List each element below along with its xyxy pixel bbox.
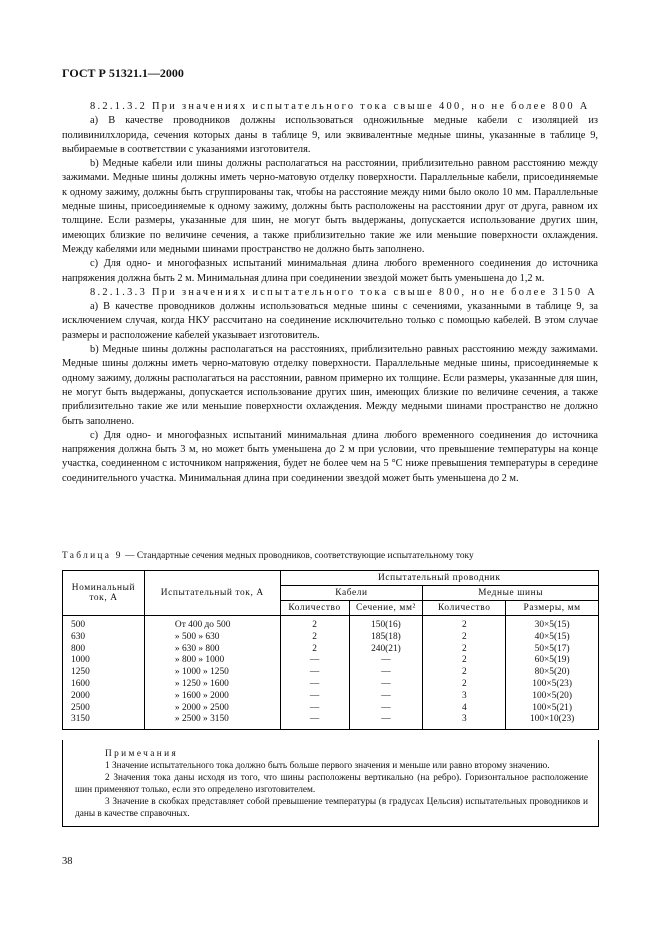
note-1: 1 Значение испытательного тока должно быть больше первого значения и меньше или равно второму значению.	[105, 761, 550, 772]
cable-section-cell: —	[349, 655, 423, 667]
notes-title: Примечания	[105, 749, 179, 759]
header-cable-quantity: Количество	[280, 601, 349, 616]
main-text	[62, 100, 598, 486]
table-row	[63, 679, 599, 691]
busbar-quantity-cell: 2	[423, 679, 506, 691]
section-8-2-1-3-2-title: 8.2.1.3.2 При значениях испытательного тока свыше 400, но не более 800 А	[90, 101, 590, 112]
busbar-size-cell: 100×5(23)	[506, 679, 599, 691]
header-busbar-quantity: Количество	[423, 601, 506, 616]
header-cable-section: Сечение, мм²	[349, 601, 423, 616]
busbar-quantity-cell: 2	[423, 632, 506, 644]
busbar-quantity-cell: 2	[423, 616, 506, 632]
test-current-cell: » 2500 » 3150	[144, 714, 280, 729]
table-caption-label: Таблица 9	[62, 551, 123, 561]
busbar-size-cell: 100×5(21)	[506, 703, 599, 715]
test-current-cell: » 1000 » 1250	[144, 667, 280, 679]
nominal-current-cell: 3150	[63, 714, 145, 729]
busbar-size-cell: 80×5(20)	[506, 667, 599, 679]
section-8-2-1-3-3-item-b: b) Медные шины должны располагаться на расстояниях, приблизительно равных расстоянию между зажимами. Медные шины должны иметь черно-матовую отделку поверхности. Параллельные медные шины, присоединяемые к одному зажиму, должны располагаться на расстоянии, равном примерно их толщине. Если размеры, указанные для шин, не могут быть выдержаны, допускается использование других шин, имеющих близкие по величине сечения, а также приблизительно такие же или меньшие поверхности охлаждения. Между медными шинами пространство не должно быть заполнено.	[62, 344, 598, 427]
cable-quantity-cell: —	[280, 667, 349, 679]
table-row	[63, 714, 599, 729]
table-caption	[62, 551, 602, 561]
header-nominal-current: Номинальный ток, А	[63, 571, 145, 616]
cable-section-cell: —	[349, 691, 423, 703]
test-current-cell: » 1600 » 2000	[144, 691, 280, 703]
nominal-current-cell: 800	[63, 644, 145, 656]
cable-section-cell: —	[349, 679, 423, 691]
test-current-cell: » 500 » 630	[144, 632, 280, 644]
header-busbar-size: Размеры, мм	[506, 601, 599, 616]
test-current-cell: » 1250 » 1600	[144, 679, 280, 691]
test-current-cell: От 400 до 500	[144, 616, 280, 632]
section-8-2-1-3-2-item-c: с) Для одно- и многофазных испытаний минимальная длина любого временного соединения до источника напряжения должна быть 2 м. Минимальная длина при соединении звездой может быть уменьшена до 1,2 м.	[62, 258, 598, 284]
header-test-current: Испытательный ток, А	[144, 571, 280, 616]
section-8-2-1-3-3-item-c: с) Для одно- и многофазных испытаний минимальная длина любого временного соединения до источника напряжения должна быть 3 м, но может быть уменьшена до 2 м при условии, что превышение температуры на конце участка, соединенном с источником напряжения, будет не более чем на 5 °С ниже превышения температуры в середине соединительного участка. Минимальная длина при соединении звездой может быть уменьшена до 2 м.	[62, 429, 598, 484]
table-row	[63, 632, 599, 644]
cable-section-cell: —	[349, 667, 423, 679]
table-notes	[62, 740, 599, 827]
conductor-table	[62, 570, 599, 730]
table-row	[63, 655, 599, 667]
busbar-size-cell: 30×5(15)	[506, 616, 599, 632]
nominal-current-cell: 2500	[63, 703, 145, 715]
table-row	[63, 703, 599, 715]
section-8-2-1-3-2-item-a: а) В качестве проводников должны использоваться одножильные медные кабели с изоляцией из поливинилхлорида, сечения которых даны в таблице 9, или эквивалентные медные шины, указанные в таблице 9, выбираемые в соответствии с указаниями изготовителя.	[62, 115, 598, 155]
table-row	[63, 616, 599, 632]
busbar-quantity-cell: 3	[423, 691, 506, 703]
cable-section-cell: 240(21)	[349, 644, 423, 656]
note-3: 3 Значение в скобках представляет собой превышение температуры (в градусах Цельсия) испытательных проводников и даны в качестве справочных.	[75, 797, 588, 820]
header-cables: Кабели	[280, 586, 423, 601]
busbar-size-cell: 60×5(19)	[506, 655, 599, 667]
busbar-quantity-cell: 3	[423, 714, 506, 729]
cable-quantity-cell: —	[280, 714, 349, 729]
busbar-size-cell: 50×5(17)	[506, 644, 599, 656]
table-body	[63, 616, 599, 730]
document-header: ГОСТ Р 51321.1—2000	[62, 66, 184, 80]
cable-section-cell: —	[349, 714, 423, 729]
cable-quantity-cell: 2	[280, 644, 349, 656]
section-8-2-1-3-2-item-b: b) Медные кабели или шины должны располагаться на расстоянии, приблизительно равном расстоянию между зажимами. Медные шины должны иметь черно-матовую отделку поверхности. Параллельные кабели, присоединяемые к одному зажиму, должны быть сгруппированы так, чтобы на расстояние между ними было около 10 мм. Параллельные медные шины, присоединяемые к одному зажиму, должны быть расположены на расстоянии друг от друга, равном их толщине. Если размеры, указанные для шин, не могут быть выдержаны, допускается использование других шин, имеющих близкие по величине сечения, а также приблизительно такие же или меньшие поверхности охлаждения. Между кабелями или медными шинами пространство не должно быть заполнено.	[62, 158, 598, 255]
cable-quantity-cell: 2	[280, 632, 349, 644]
section-8-2-1-3-3-item-a: а) В качестве проводников должны использоваться медные шины с сечениями, указанными в таблице 9, за исключением случая, когда НКУ рассчитано на соединение исключительно только с помощью кабелей. В этом случае размеры и расположение кабелей указывает изготовитель.	[62, 301, 598, 341]
busbar-size-cell: 40×5(15)	[506, 632, 599, 644]
nominal-current-cell: 1000	[63, 655, 145, 667]
header-busbars: Медные шины	[423, 586, 599, 601]
test-current-cell: » 800 » 1000	[144, 655, 280, 667]
cable-section-cell: 185(18)	[349, 632, 423, 644]
nominal-current-cell: 500	[63, 616, 145, 632]
table-row	[63, 667, 599, 679]
table-caption-text: — Стандартные сечения медных проводников, соответствующие испытательному току	[122, 551, 474, 561]
busbar-quantity-cell: 2	[423, 655, 506, 667]
nominal-current-cell: 1250	[63, 667, 145, 679]
cable-section-cell: —	[349, 703, 423, 715]
busbar-quantity-cell: 2	[423, 667, 506, 679]
nominal-current-cell: 1600	[63, 679, 145, 691]
cable-quantity-cell: —	[280, 691, 349, 703]
test-current-cell: » 630 » 800	[144, 644, 280, 656]
table-row	[63, 644, 599, 656]
cable-quantity-cell: —	[280, 703, 349, 715]
cable-quantity-cell: 2	[280, 616, 349, 632]
nominal-current-cell: 2000	[63, 691, 145, 703]
section-8-2-1-3-3-title: 8.2.1.3.3 При значениях испытательного тока свыше 800, но не более 3150 А	[90, 286, 598, 298]
table-row	[63, 691, 599, 703]
nominal-current-cell: 630	[63, 632, 145, 644]
cable-quantity-cell: —	[280, 655, 349, 667]
cable-quantity-cell: —	[280, 679, 349, 691]
busbar-quantity-cell: 4	[423, 703, 506, 715]
busbar-quantity-cell: 2	[423, 644, 506, 656]
page-number: 38	[62, 856, 73, 867]
note-2: 2 Значения тока даны исходя из того, что шины расположены вертикально (на ребро). Горизонтальное расположение шин применяют только, если это определено изготовителем.	[75, 773, 588, 796]
busbar-size-cell: 100×5(20)	[506, 691, 599, 703]
cable-section-cell: 150(16)	[349, 616, 423, 632]
test-current-cell: » 2000 » 2500	[144, 703, 280, 715]
busbar-size-cell: 100×10(23)	[506, 714, 599, 729]
header-test-conductor: Испытательный проводник	[280, 571, 598, 586]
